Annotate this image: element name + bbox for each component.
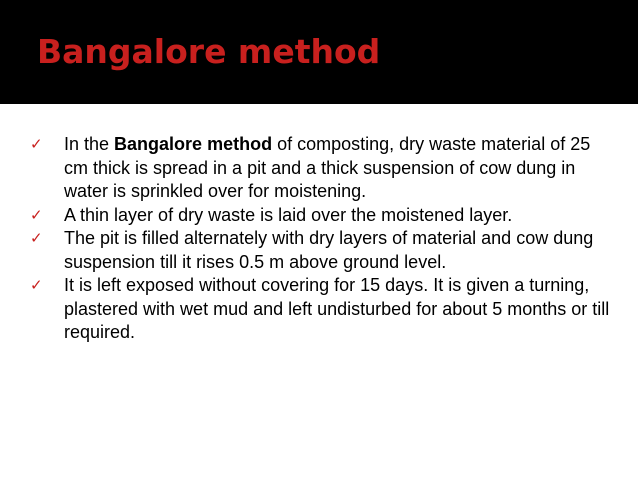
bullet-item (30, 133, 610, 204)
slide-title: Bangalore method (37, 32, 381, 71)
bullet-text: It is left exposed without covering for 15 days. It is given a turning, plastered with wet mud and left undisturbed for about 5 months or till required. (64, 275, 610, 342)
bullet-list (30, 133, 610, 345)
bullet-text: A thin layer of dry waste is laid over the moistened layer. (64, 204, 513, 225)
check-icon: ✓ (30, 276, 43, 294)
bullet-text: The pit is filled alternately with dry layers of material and cow dung suspension till it rises 0.5 m above ground level. (64, 228, 594, 272)
check-icon: ✓ (30, 135, 43, 153)
check-icon: ✓ (30, 229, 43, 247)
bullet-item (30, 227, 610, 274)
title-bar (0, 0, 638, 104)
bullet-item (30, 204, 610, 228)
bullet-text (64, 134, 590, 201)
bullet-text-bold: Bangalore method (114, 134, 273, 154)
bullet-text-lead: In the (64, 134, 115, 154)
bullet-item (30, 274, 610, 345)
bullet-text-tail: of composting, dry waste material of 25 cm thick is spread in a pit and a thick suspension of cow dung in water is sprinkled over for moistening. (64, 134, 591, 201)
check-icon: ✓ (30, 205, 43, 224)
